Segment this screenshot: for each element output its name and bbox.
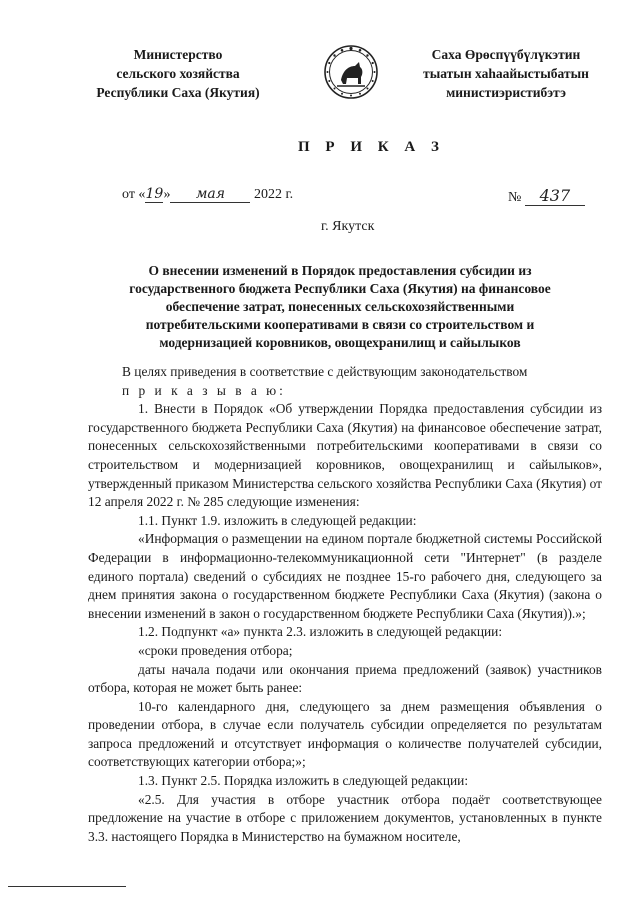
date-month: мая — [170, 186, 250, 203]
number-value: 437 — [525, 186, 585, 206]
subject-line: государственного бюджета Республики Саха (Якутия) на финансовое — [129, 281, 551, 296]
date-prefix: от « — [122, 187, 146, 202]
ministry-name-sakha-line: Саха Өрөспүүбүлүкэтин — [431, 47, 581, 62]
footnote-separator — [8, 886, 126, 887]
ministry-name-sakha-line: тыатын хаһаайыстыбатын — [423, 66, 589, 81]
quote-2-3-b: даты начала подачи или окончания приема предложений (заявок) участников отбора, которая не может быть ранее: — [88, 661, 602, 696]
order-number — [508, 186, 585, 206]
order-subject — [95, 262, 585, 352]
subject-line: О внесении изменений в Порядок предоставления субсидии из — [148, 263, 532, 278]
subject-line: потребительскими кооперативами в связи со строительством и — [145, 317, 535, 332]
date-day: 19 — [145, 186, 164, 202]
order-title: П Р И К А З — [298, 139, 445, 155]
item-1-3: 1.3. Пункт 2.5. Порядка изложить в следующей редакции: — [138, 773, 469, 789]
item-1-2: 1.2. Подпункт «а» пункта 2.3. изложить в следующей редакции: — [138, 624, 503, 640]
ministry-name-ru-line: Республики Саха (Якутия) — [96, 85, 260, 100]
quote-2-5: «2.5. Для участия в отборе участник отбора подаёт соответствующее предложение на участие в отборе с приложением документов, установленных в пункте 3.3. настоящего Порядка в Министерство на бумажном носителе, — [88, 791, 602, 844]
number-prefix: № — [508, 190, 522, 205]
quote-2-3-a: «сроки проведения отбора; — [138, 642, 293, 658]
item-1: 1. Внести в Порядок «Об утверждении Порядка предоставления субсидии из государственного бюджета Республики Саха (Якутия) на финансовое обеспечение затрат, понесенных сельскохозяйственными потребительскими кооперативами в связи со строительством и модернизацией коровников, овощехранилищ и сайылыков», утвержденный приказом Министерства сельского хозяйства Республики Саха (Якутия) от 12 апреля 2022 г. № 285 следующие изменения: — [88, 401, 602, 510]
subject-line: обеспечение затрат, понесенных сельскохозяйственными — [165, 299, 515, 314]
city: г. Якутск — [321, 219, 375, 234]
quote-2-3-c: 10-го календарного дня, следующего за днем размещения объявления о проведении отбора, в случае если получатель субсидии определяется по результатам запроса предложений и отсутствует информация о количестве получателей субсидии, соответствующих категории отбора;»; — [88, 698, 602, 770]
item-1-1: 1.1. Пункт 1.9. изложить в следующей редакции: — [138, 512, 417, 528]
subject-line: модернизацией коровников, овощехранилищ и сайылыков — [159, 335, 521, 350]
ministry-name-ru-line: Министерство — [133, 47, 223, 62]
quote-1-9: «Информация о размещении на едином портале бюджетной системы Российской Федерации в информационно-телекоммуникационной сети "Интернет" (в разделе единого портала) сведений о субсидиях не позднее 15-го рабочего дня, следующего за днем принятия закона о государственном бюджете Республики Саха (Якутия) (закона о внесении изменений в закон о государственном бюджете Республики Саха (Якутия)).»; — [88, 531, 602, 621]
ministry-name-sakha — [406, 45, 606, 102]
date-mid: » — [163, 187, 171, 202]
ministry-name-sakha-line: министиэристибэтэ — [446, 85, 566, 100]
order-body — [88, 363, 602, 846]
date-year: 2022 г. — [250, 187, 294, 202]
order-date — [122, 186, 293, 203]
prikazyvayu: п р и к а з ы в а ю: — [122, 382, 286, 398]
ministry-name-ru-line: сельского хозяйства — [116, 66, 240, 81]
intro-paragraph: В целях приведения в соответствие с действующим законодательством — [122, 364, 528, 379]
ministry-name-ru — [78, 45, 278, 102]
coat-of-arms-emblem — [323, 44, 379, 100]
